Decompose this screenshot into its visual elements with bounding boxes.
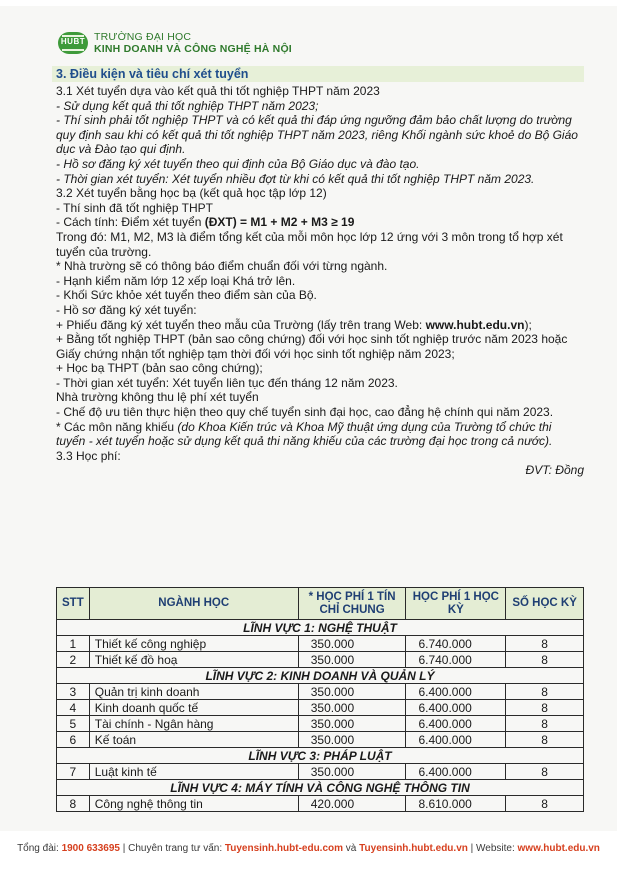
header-line-2: KINH DOANH VÀ CÔNG NGHỆ HÀ NỘI [94,43,292,55]
top-strip [0,0,617,6]
table-row: 5 Tài chính - Ngân hàng 350.000 6.400.000 8 [57,716,584,732]
website-link[interactable]: www.hubt.edu.vn [425,317,525,332]
s31-item-2: - Thí sinh phải tốt nghiệp THPT và có kết quả thi đáp ứng ngưỡng đảm bảo chất lượng do trường quy định sau khi có kết quả thi tốt nghiệp THPT năm 2023, riêng Khối ngành sức khoẻ do Bộ Giáo dục và Đào tạo qui định. [56,113,578,157]
footer-link-1[interactable]: Tuyensinh.hubt-edu.com [224,843,344,854]
s32-line-12: Nhà trường không thu lệ phí xét tuyển [56,390,259,405]
col-fee-credit: * HỌC PHÍ 1 TÍN CHỈ CHUNG [298,588,406,620]
s32-line-14: * Các môn năng khiếu (do Khoa Kiến trúc và Khoa Mỹ thuật ứng dụng của Trường tổ chức thi tuyển - xét tuyển hoặc sử dụng kết quả thi năng khiếu của các trường đại học trong cả nước). [56,419,553,449]
table-row: 4 Kinh doanh quốc tế 350.000 6.400.000 8 [57,700,584,716]
group-row: LĨNH VỰC 2: KINH DOANH VÀ QUẢN LÝ [57,668,584,684]
s32-line-1: - Thí sinh đã tốt nghiệp THPT [56,200,213,215]
formula-text: (ĐXT) = M1 + M2 + M3 ≥ 19 [204,215,355,230]
table-row: 1 Thiết kế công nghiệp 350.000 6.740.000 8 [57,636,584,652]
s32-line-11: - Thời gian xét tuyển: Xét tuyển liên tục đến tháng 12 năm 2023. [56,375,398,390]
footer-link-3[interactable]: www.hubt.edu.vn [517,843,600,854]
logo-text: HUBT [60,37,86,46]
heading-3-3: 3.3 Học phí: [56,448,121,463]
document-body [56,84,584,478]
s32-line-7: - Hồ sơ đăng ký xét tuyển: [56,302,197,317]
table-row: 3 Quản trị kinh doanh 350.000 6.400.000 8 [57,684,584,700]
hotline-number[interactable]: 1900 633695 [61,843,120,854]
col-semesters: SỐ HỌC KỲ [506,588,584,620]
header-line-1: TRƯỜNG ĐẠI HỌC [94,31,192,43]
school-header [58,31,292,55]
table-row: 2 Thiết kế đồ hoạ 350.000 6.740.000 8 [57,652,584,668]
s31-item-1: - Sử dụng kết quả thi tốt nghiệp THPT năm 2023; [56,98,319,113]
s31-item-4: - Thời gian xét tuyển: Xét tuyển nhiều đợt từ khi có kết quả thi tốt nghiệp THPT năm 2023. [56,171,535,186]
tuition-table [56,587,584,812]
school-logo-icon [58,32,88,54]
heading-3-2: 3.2 Xét tuyển bằng học bạ (kết quả học tập lớp 12) [56,186,327,201]
s31-item-3: - Hồ sơ đăng ký xét tuyển theo qui định của Bộ Giáo dục và đào tạo. [56,156,420,171]
s32-line-6: - Khối Sức khỏe xét tuyển theo điểm sàn của Bộ. [56,288,317,303]
s32-formula: - Cách tính: Điểm xét tuyển (ĐXT) = M1 + M2 + M3 ≥ 19 [56,215,355,230]
s32-line-13: - Chế độ ưu tiên thực hiện theo quy chế tuyển sinh đại học, cao đẳng hệ chính qui năm 2023. [56,405,554,420]
section-title: 3. Điều kiện và tiêu chí xét tuyển [56,67,249,81]
s32-line-5: - Hạnh kiểm năm lớp 12 xếp loại Khá trở lên. [56,273,296,288]
col-fee-semester: HỌC PHÍ 1 HỌC KỲ [406,588,506,620]
col-major: NGÀNH HỌC [89,588,298,620]
s32-line-8: + Phiếu đăng ký xét tuyển theo mẫu của Trường (lấy trên trang Web: www.hubt.edu.vn); [56,317,532,332]
s32-line-3: Trong đó: M1, M2, M3 là điểm tổng kết của mỗi môn học lớp 12 ứng với 3 môn trong tổ hợp xét tuyển của trường. [56,229,563,259]
group-row: LĨNH VỰC 4: MÁY TÍNH VÀ CÔNG NGHỆ THÔNG TIN [57,780,584,796]
currency-unit: ĐVT: Đồng [525,463,584,478]
col-stt: STT [57,588,90,620]
s32-line-9: + Bằng tốt nghiệp THPT (bản sao công chứng) đối với học sinh tốt nghiệp trước năm 2023 hoặc Giấy chứng nhận tốt nghiệp tạm thời đối với học sinh tốt nghiệp năm 2023; [56,332,568,361]
s32-line-10: + Học bạ THPT (bản sao công chứng); [56,361,263,376]
group-row: LĨNH VỰC 3: PHÁP LUẬT [57,748,584,764]
s32-line-4: * Nhà trường sẽ có thông báo điểm chuẩn đối với từng ngành. [56,259,388,274]
footer-text: Tổng đài: 1900 633695 | Chuyên trang tư vấn: Tuyensinh.hubt-edu.com và Tuyensinh.hubt.edu.vn | Website: www.hubt.edu.vn [17,843,600,854]
table-row: 8 Công nghệ thông tin 420.000 8.610.000 8 [57,796,584,812]
group-row: LĨNH VỰC 1: NGHỆ THUẬT [57,620,584,636]
table-row: 6 Kế toán 350.000 6.400.000 8 [57,732,584,748]
footer-link-2[interactable]: Tuyensinh.hubt.edu.vn [359,843,468,854]
heading-3-1: 3.1 Xét tuyển dựa vào kết quả thi tốt nghiệp THPT năm 2023 [56,84,380,98]
table-row: 7 Luật kinh tế 350.000 6.400.000 8 [57,764,584,780]
table-header-row [57,588,584,620]
